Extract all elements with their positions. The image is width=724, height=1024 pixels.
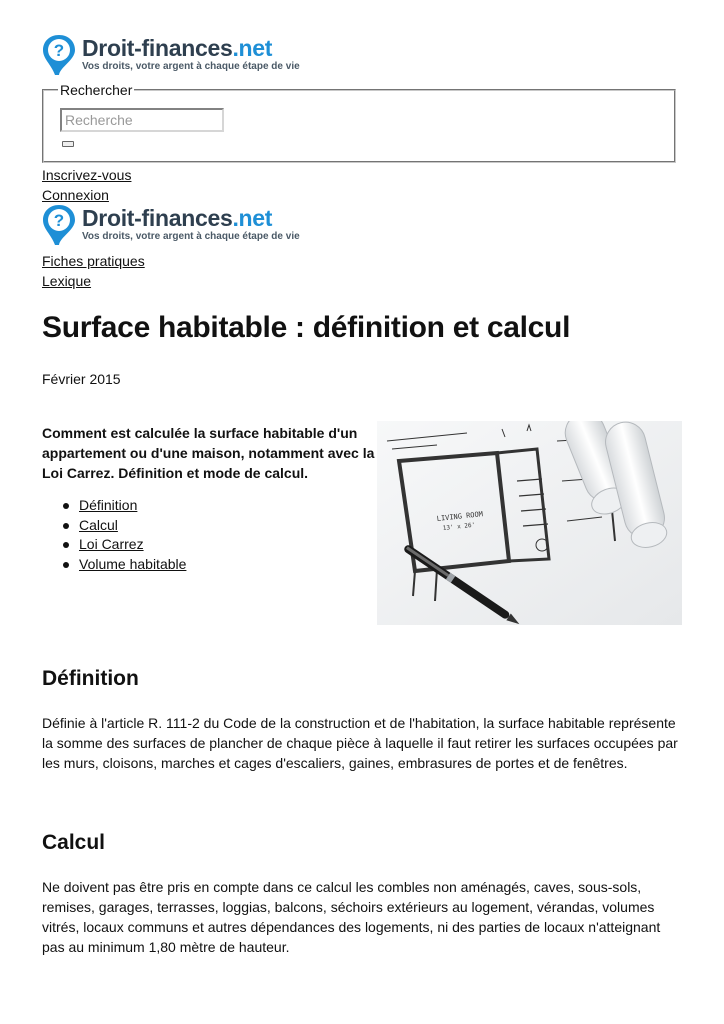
- toc-link-definition[interactable]: Définition: [79, 497, 138, 513]
- svg-text:?: ?: [53, 211, 65, 230]
- toc-item: [42, 516, 186, 536]
- article-date: Février 2015: [42, 371, 121, 387]
- signup-link[interactable]: Inscrivez-vous: [42, 167, 132, 183]
- toc-link-loi-carrez[interactable]: Loi Carrez: [79, 536, 144, 553]
- question-pin-icon: [42, 34, 76, 76]
- toc-link-volume-habitable[interactable]: Volume habitable: [79, 556, 187, 573]
- site-logo-secondary[interactable]: [42, 204, 300, 248]
- section-heading-definition: Définition: [42, 667, 139, 690]
- search-button[interactable]: [62, 141, 74, 147]
- login-link[interactable]: Connexion: [42, 187, 109, 203]
- toc-item: [42, 496, 186, 516]
- search-input[interactable]: [60, 108, 224, 132]
- article-title: Surface habitable : définition et calcul: [42, 311, 571, 344]
- floor-plan-image: [377, 421, 682, 625]
- site-logo[interactable]: [42, 34, 300, 78]
- logo-brand: Droit-finances.net: [82, 205, 273, 231]
- logo-brand: Droit-finances.net: [82, 35, 273, 61]
- toc-link-calcul[interactable]: Calcul: [79, 516, 118, 533]
- article-intro: Comment est calculée la surface habitable d'un appartement ou d'une maison, notamment avec la Loi Carrez. Définition et mode de calcul.: [42, 425, 375, 481]
- section-heading-calcul: Calcul: [42, 831, 106, 854]
- search-legend: Rechercher: [60, 82, 133, 98]
- toc-item: [42, 535, 186, 555]
- floor-plan-drawing: [377, 421, 682, 625]
- svg-text:13' x 26': 13' x 26': [442, 521, 476, 532]
- search-form: [42, 82, 676, 163]
- section-text-calcul: Ne doivent pas être pris en compte dans ce calcul les combles non aménagés, caves, sous-sols, remises, garages, terrasses, loggias, balcons, séchoirs extérieurs au logement, vérandas, volumes vitrés, locaux communs et autres dépendances des logements, ni des parties de locaux n'atteignant pas au minimum 1,80 mètre de hauteur.: [42, 879, 661, 955]
- question-pin-icon: [42, 204, 76, 246]
- section-text-definition: Définie à l'article R. 111-2 du Code de la construction et de l'habitation, la surface habitable représente la somme des surfaces de plancher de chaque pièce à laquelle il faut retirer les surfaces occupées par les murs, cloisons, marches et cages d'escaliers, gaines, embrasures de portes et de fenêtres.: [42, 715, 678, 771]
- svg-text:LIVING ROOM: LIVING ROOM: [436, 510, 484, 523]
- nav-link-lexique[interactable]: Lexique: [42, 273, 92, 289]
- svg-text:?: ?: [53, 41, 65, 60]
- nav-link-fiches-pratiques[interactable]: Fiches pratiques: [42, 253, 145, 269]
- logo-tagline: Vos droits, votre argent à chaque étape de vie: [82, 61, 300, 72]
- table-of-contents: [42, 496, 186, 575]
- toc-item: [42, 555, 186, 575]
- logo-tagline: Vos droits, votre argent à chaque étape de vie: [82, 231, 300, 242]
